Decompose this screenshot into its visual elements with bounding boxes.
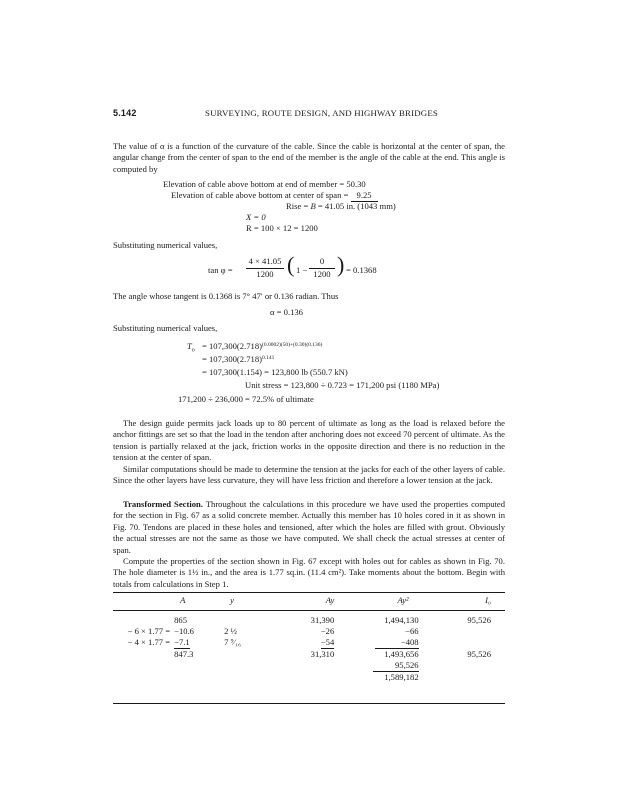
row-label xyxy=(113,615,174,626)
tension-line-1-exponent: (0.0002)(50)+(0.30)(0.136) xyxy=(261,342,323,348)
tension-line-1 xyxy=(202,341,322,352)
cell-a: 865 xyxy=(174,614,187,625)
table-row xyxy=(113,649,505,660)
substituting-label-2: Substituting numerical values, xyxy=(113,323,218,333)
cell-ay2 xyxy=(334,637,418,649)
tension-lhs xyxy=(187,341,195,357)
tension-symbol: T xyxy=(187,341,192,351)
row-label xyxy=(113,660,174,672)
unit-stress-line: Unit stress = 123,800 ÷ 0.723 = 171,200 psi (1180 MPa) xyxy=(245,380,440,390)
cell-y xyxy=(224,615,284,626)
cell-ay2-underlined: 95,526 xyxy=(373,660,419,672)
tan-paren-open: ( xyxy=(287,252,295,277)
elevation-center: Elevation of cable above bottom at center of span = 9.25 xyxy=(171,190,378,202)
cell-ay-underlined: −54 xyxy=(320,636,335,647)
table-bottom-rule xyxy=(113,703,505,704)
substituting-label-1: Substituting numerical values, xyxy=(113,240,218,250)
cell-a: 847.3 xyxy=(174,648,194,659)
cell-ay: −26 xyxy=(320,625,335,636)
cell-ay2: 1,589,182 xyxy=(384,671,419,682)
rise-line: Rise = B = 41.05 in. (1043 mm) xyxy=(286,201,396,211)
table-row xyxy=(113,672,505,683)
transformed-section-heading: Transformed Section. xyxy=(123,499,203,509)
compute-properties-paragraph: Compute the properties of the section shown in Fig. 67 except with holes out for cables as shown in Fig. 70. The hole diameter is 1½ in., and the area is 1.77 sq.in. (11.4 cm²). Take moments about the bottom. Begin with totals from calculations in Step 1. xyxy=(113,556,505,589)
cell-y xyxy=(224,672,284,683)
cell-y: 2 ½ xyxy=(224,625,237,636)
table-row xyxy=(113,660,505,672)
header-ay2: Ay² xyxy=(334,593,418,611)
cell-ay: 31,390 xyxy=(310,614,335,625)
cell-io xyxy=(419,672,505,683)
design-guide-paragraph: The design guide permits jack loads up to 80 percent of ultimate as long as the load is relaxed before the anchor fittings are set so that the load in the tendon after anchoring does not exceed 70 percent of ultimate. As the tension is partially relaxed at the jack, friction works in the opposite direction and there is no reduction in the tension at the center of span. xyxy=(113,418,505,463)
cell-ay xyxy=(284,660,335,672)
cell-y xyxy=(224,649,284,660)
cell-ay2: 1,494,130 xyxy=(384,614,419,625)
row-label: − 4 × 1.77 = xyxy=(127,636,171,647)
elevation-center-value: 9.25 xyxy=(351,190,378,202)
row-label: − 6 × 1.77 = xyxy=(127,625,171,636)
header-ay: Ay xyxy=(284,593,335,611)
tension-line-1-base: = 107,300(2.718) xyxy=(202,341,262,351)
elevation-end-label: Elevation of cable above bottom at end of member xyxy=(163,179,338,189)
angle-text: The angle whose tangent is 0.1368 is 7° 47′ or 0.136 radian. Thus xyxy=(113,291,339,301)
cell-ay2 xyxy=(334,660,418,672)
transformed-section-body: Throughout the calculations in this procedure we have used the properties computed for the section in Fig. 67 as a solid concrete member. Actually this member has 10 holes cored in it as shown in Fig. 70. Tendons are placed in these holes and tensioned, after which the holes are filled with grout. Obviously the actual stresses are not the same as those we have computed. We shall check the actual stresses at center of span. xyxy=(113,499,505,555)
ultimate-ratio-line: 171,200 ÷ 236,000 = 72.5% of ultimate xyxy=(178,394,314,404)
cell-y: 7 ⁹⁄₁₆ xyxy=(224,636,241,647)
elevation-center-label: Elevation of cable above bottom at center of span xyxy=(171,190,342,200)
cell-y xyxy=(224,660,284,672)
alpha-equation: α = 0.136 xyxy=(270,307,303,317)
r-equation: R = 100 × 12 = 1200 xyxy=(246,223,318,233)
intro-paragraph: The value of α is a function of the curvature of the cable. Since the cable is horizontal at the center of span, the angular change from the center of span to the end of the member is the angle of the cable at the end. This angle is computed by xyxy=(113,141,505,174)
running-title: SURVEYING, ROUTE DESIGN, AND HIGHWAY BRIDGES xyxy=(205,108,438,118)
tan-den1: 1200 xyxy=(256,269,274,279)
rise-value: 41.05 in. (1043 mm) xyxy=(324,201,396,211)
similar-computations-paragraph: Similar computations should be made to determine the tension at the jacks for each of the other layers of cable. Since the other layers have less curvature, they will have less friction and therefore a lower tension at the jack. xyxy=(113,464,505,486)
elevation-end: Elevation of cable above bottom at end of member = 50.30 xyxy=(163,179,366,189)
cell-a xyxy=(174,637,224,649)
header-a: A xyxy=(174,593,224,611)
cell-ay: 31,310 xyxy=(310,648,335,659)
cell-ay2: 1,493,656 xyxy=(384,648,419,659)
cell-io xyxy=(419,637,505,649)
transformed-section-paragraph xyxy=(113,499,505,556)
tan-paren-close: ) xyxy=(337,252,345,277)
x-equation: X = 0 xyxy=(246,212,266,222)
header-io: I₀ xyxy=(419,593,505,611)
row-label xyxy=(113,672,174,683)
cell-ay2-underlined: −408 xyxy=(375,637,419,649)
tension-line-2 xyxy=(202,354,274,365)
tension-subscript: o xyxy=(191,347,195,354)
tan-den2: 1200 xyxy=(313,269,331,279)
table-row xyxy=(113,615,505,626)
tension-line-2-base: = 107,300(2.718) xyxy=(202,354,262,364)
tan-num1: 4 × 41.05 xyxy=(248,256,282,266)
tension-line-2-exponent: 0.141 xyxy=(261,355,275,361)
rise-symbol: B xyxy=(310,201,316,211)
tan-lhs: tan φ = xyxy=(208,265,233,275)
cell-ay xyxy=(284,672,335,683)
header-y: y xyxy=(224,593,284,611)
row-label xyxy=(113,649,174,660)
table-row xyxy=(113,637,505,649)
cell-ay xyxy=(284,637,335,649)
rise-label: Rise xyxy=(286,201,302,211)
tan-result: = 0.1368 xyxy=(346,265,377,275)
tan-one-minus: 1 − xyxy=(296,265,308,275)
cell-a-underlined: −7.1 xyxy=(174,636,190,647)
page-number: 5.142 xyxy=(113,108,137,118)
tension-line-3: = 107,300(1.154) = 123,800 lb (550.7 kN) xyxy=(202,367,348,377)
cell-io: 95,526 xyxy=(467,614,491,625)
cell-a: −10.6 xyxy=(174,625,194,636)
cell-io: 95,526 xyxy=(467,648,491,659)
cell-a xyxy=(174,660,224,672)
table-header-row xyxy=(113,593,505,611)
cell-io xyxy=(419,660,505,672)
section-properties-table xyxy=(113,592,505,683)
cell-io xyxy=(419,626,505,637)
cell-a xyxy=(174,672,224,683)
cell-ay2: −66 xyxy=(405,625,419,636)
elevation-end-value: 50.30 xyxy=(346,179,366,189)
tan-num2: 0 xyxy=(319,256,325,266)
header-label-blank xyxy=(113,593,174,611)
table-row xyxy=(113,626,505,637)
